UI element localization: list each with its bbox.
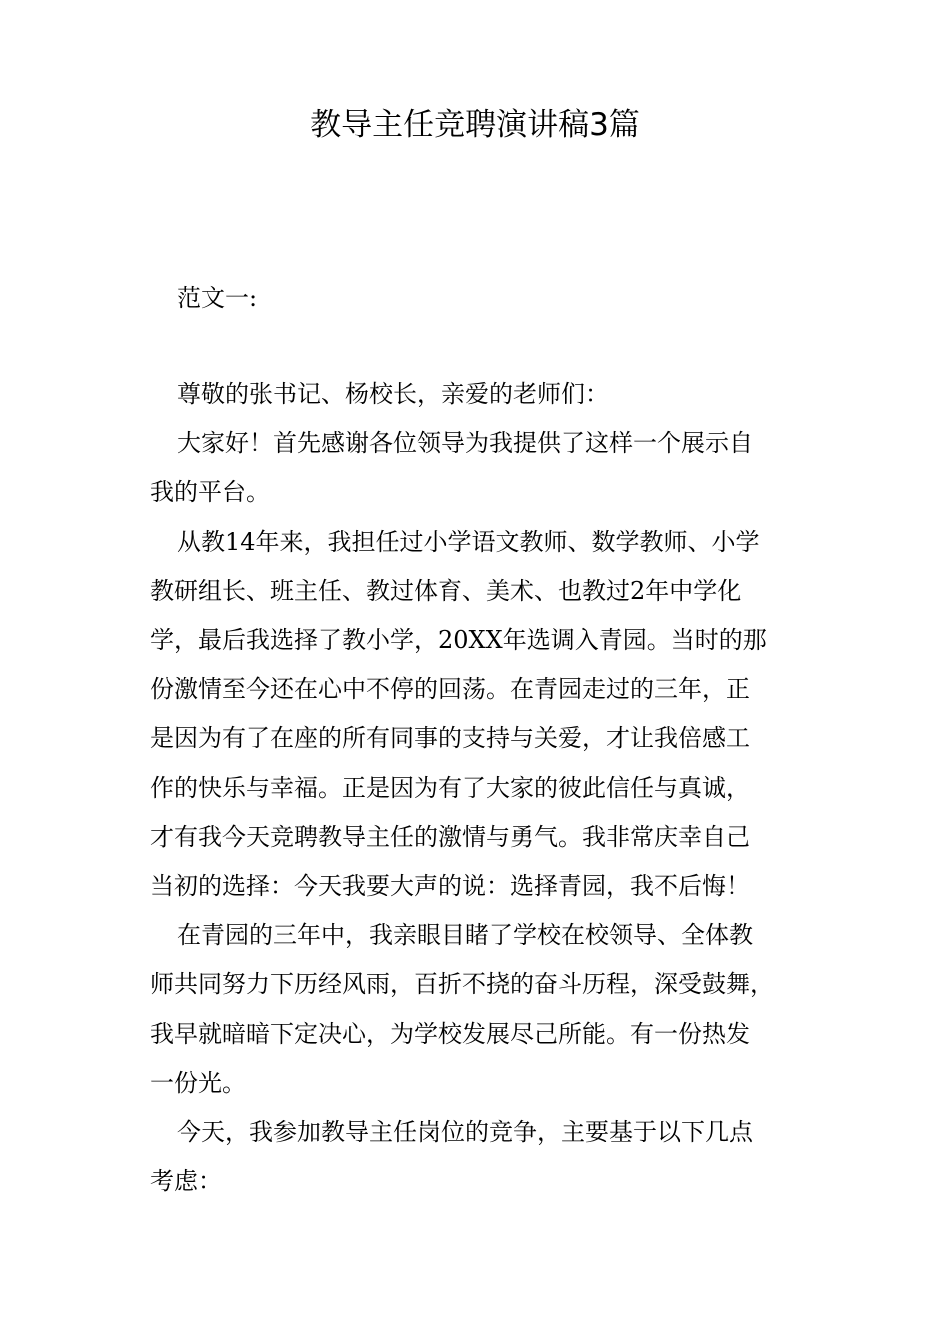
paragraph-considerations — [150, 1108, 810, 1206]
paragraph-line: 在青园的三年中，我亲眼目睹了学校在校领导、全体教 — [177, 921, 753, 950]
paragraph-salutation — [150, 370, 810, 419]
paragraph-experience — [150, 518, 810, 912]
paragraph-three-years — [150, 911, 810, 1108]
paragraph-line: 教研组长、班主任、教过体育、美术、也教过2年中学化 — [150, 576, 742, 605]
paragraph-line: 大家好！首先感谢各位领导为我提供了这样一个展示自 — [177, 429, 753, 458]
paragraph-line: 一份光。 — [150, 1068, 246, 1097]
document-title: 教导主任竞聘演讲稿3篇 — [310, 107, 640, 143]
paragraph-line: 我的平台。 — [150, 478, 270, 507]
paragraph-line: 份激情至今还在心中不停的回荡。在青园走过的三年，正 — [150, 675, 750, 704]
paragraph-line: 从教14年来，我担任过小学语文教师、数学教师、小学 — [177, 527, 760, 556]
section-label: 范文一: — [177, 284, 258, 312]
paragraph-line: 今天，我参加教导主任岗位的竞争，主要基于以下几点 — [177, 1118, 753, 1147]
paragraph-line: 尊敬的张书记、杨校长，亲爱的老师们： — [177, 380, 609, 408]
paragraph-line: 作的快乐与幸福。正是因为有了大家的彼此信任与真诚， — [150, 773, 750, 802]
paragraph-line: 学，最后我选择了教小学，20XX年选调入青园。当时的那 — [150, 626, 767, 655]
document-body — [150, 370, 810, 1206]
paragraph-line: 当初的选择：今天我要大声的说：选择青园，我不后悔！ — [150, 872, 750, 901]
paragraph-line: 是因为有了在座的所有同事的支持与关爱，才让我倍感工 — [150, 724, 750, 753]
paragraph-line: 师共同努力下历经风雨，百折不挠的奋斗历程，深受鼓舞， — [150, 970, 774, 999]
paragraph-greeting — [150, 419, 810, 517]
paragraph-line: 考虑： — [150, 1167, 222, 1196]
paragraph-line: 我早就暗暗下定决心，为学校发展尽己所能。有一份热发 — [150, 1019, 750, 1048]
paragraph-line: 才有我今天竞聘教导主任的激情与勇气。我非常庆幸自己 — [150, 822, 750, 851]
